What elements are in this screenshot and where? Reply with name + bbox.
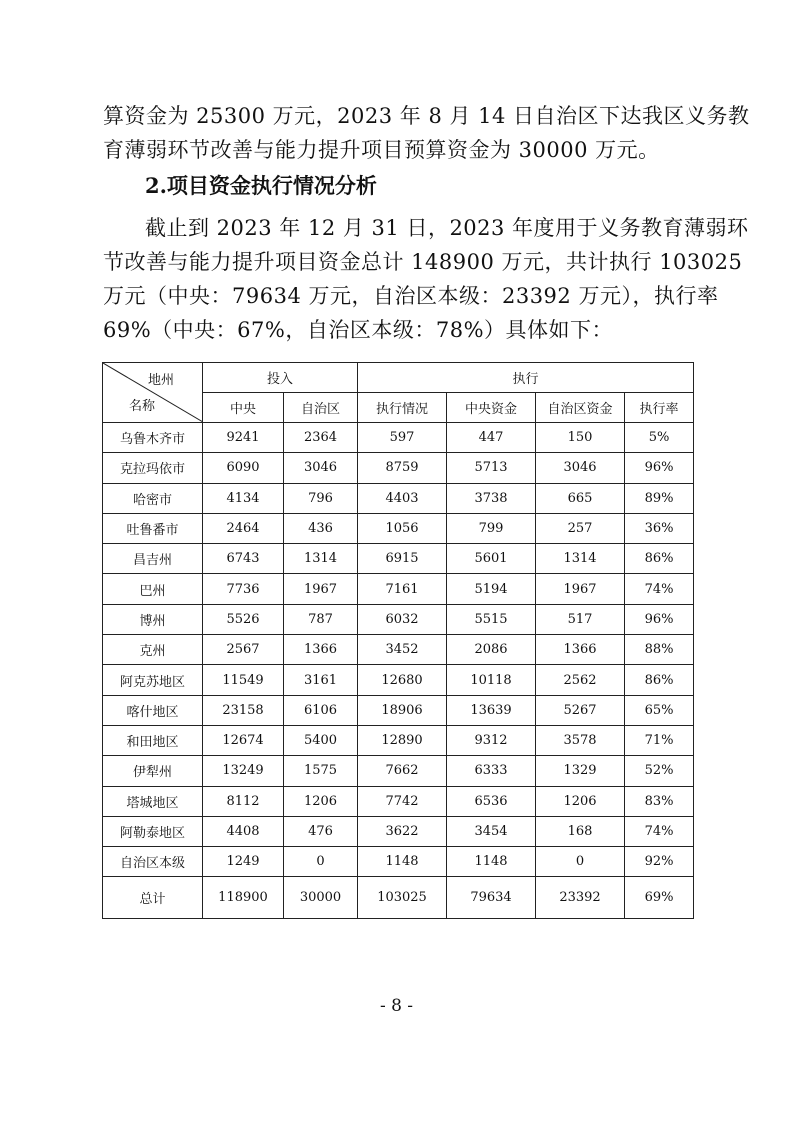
table-cell: 5400 (284, 725, 358, 755)
table-row (103, 695, 694, 725)
table-cell: 9241 (203, 423, 284, 453)
table-cell: 7161 (358, 574, 447, 604)
table-row (103, 604, 694, 634)
table-row (103, 756, 694, 786)
table-cell: 86% (625, 544, 694, 574)
table-cell: 796 (284, 483, 358, 513)
table-cell: 7662 (358, 756, 447, 786)
table-cell: 3578 (536, 725, 625, 755)
table-cell: 5601 (447, 544, 536, 574)
table-cell: 6032 (358, 604, 447, 634)
table-cell: 79634 (447, 877, 536, 919)
header-cell: 自治区资金 (536, 393, 625, 423)
page-number: - 8 - (379, 996, 414, 1016)
table-cell: 89% (625, 483, 694, 513)
region-name: 自治区本级 (103, 847, 203, 877)
corner-bottom-label: 名称 (129, 399, 156, 414)
table-cell: 1056 (358, 513, 447, 543)
table-cell: 799 (447, 513, 536, 543)
table-cell: 1249 (203, 847, 284, 877)
region-name: 塔城地区 (103, 786, 203, 816)
table-cell: 0 (284, 847, 358, 877)
table-cell: 5% (625, 423, 694, 453)
table-row (103, 635, 694, 665)
table-cell: 5267 (536, 695, 625, 725)
table-cell: 12890 (358, 725, 447, 755)
region-name: 克州 (103, 635, 203, 665)
paragraph-line: 育薄弱环节改善与能力提升项目预算资金为 30000 万元。 (103, 138, 660, 162)
table-cell: 1967 (284, 574, 358, 604)
header-cell: 自治区 (284, 393, 358, 423)
table-cell: 36% (625, 513, 694, 543)
paragraph-line: 截止到 2023 年 12 月 31 日，2023 年度用于义务教育薄弱环 (145, 216, 749, 240)
table-cell: 2567 (203, 635, 284, 665)
table-cell: 18906 (358, 695, 447, 725)
table-cell: 8112 (203, 786, 284, 816)
table-total-row (103, 877, 694, 919)
table-cell: 3046 (284, 453, 358, 483)
table-cell: 1314 (536, 544, 625, 574)
header-cell: 执行率 (625, 393, 694, 423)
table-cell: 1967 (536, 574, 625, 604)
table-cell: 13639 (447, 695, 536, 725)
table-cell: 2364 (284, 423, 358, 453)
table-cell: 7742 (358, 786, 447, 816)
table-row (103, 847, 694, 877)
funding-execution-table (102, 362, 694, 919)
table-row (103, 816, 694, 846)
table-cell: 12680 (358, 665, 447, 695)
table-cell: 5194 (447, 574, 536, 604)
table-cell: 1329 (536, 756, 625, 786)
table-cell: 30000 (284, 877, 358, 919)
paragraph-line: 万元（中央：79634 万元，自治区本级：23392 万元），执行率 (103, 284, 719, 308)
region-name: 和田地区 (103, 725, 203, 755)
table-row (103, 786, 694, 816)
table-cell: 13249 (203, 756, 284, 786)
table-cell: 1206 (284, 786, 358, 816)
table-row (103, 544, 694, 574)
table-cell: 665 (536, 483, 625, 513)
table-cell: 69% (625, 877, 694, 919)
table-cell: 5526 (203, 604, 284, 634)
table-cell: 257 (536, 513, 625, 543)
table-cell: 92% (625, 847, 694, 877)
region-name: 博州 (103, 604, 203, 634)
table-cell: 3452 (358, 635, 447, 665)
table-cell: 2464 (203, 513, 284, 543)
header-cell: 中央 (203, 393, 284, 423)
table-cell: 3622 (358, 816, 447, 846)
table-cell: 9312 (447, 725, 536, 755)
table-cell: 1148 (447, 847, 536, 877)
table-cell: 168 (536, 816, 625, 846)
region-name: 哈密市 (103, 483, 203, 513)
table-cell: 118900 (203, 877, 284, 919)
table-cell: 6915 (358, 544, 447, 574)
table-cell: 12674 (203, 725, 284, 755)
table-cell: 88% (625, 635, 694, 665)
table-cell: 150 (536, 423, 625, 453)
table-cell: 65% (625, 695, 694, 725)
section-heading: 2.项目资金执行情况分析 (145, 173, 377, 198)
region-name: 伊犁州 (103, 756, 203, 786)
table-cell: 96% (625, 453, 694, 483)
table-cell: 7736 (203, 574, 284, 604)
table-cell: 1206 (536, 786, 625, 816)
table-cell: 1148 (358, 847, 447, 877)
table-cell: 74% (625, 816, 694, 846)
table-row (103, 725, 694, 755)
table-cell: 3738 (447, 483, 536, 513)
header-group-invest: 投入 (203, 363, 358, 393)
paragraph-line: 节改善与能力提升项目资金总计 148900 万元，共计执行 103025 (103, 250, 743, 274)
table-cell: 787 (284, 604, 358, 634)
corner-top-label: 地州 (147, 373, 174, 388)
table-cell: 10118 (447, 665, 536, 695)
region-name: 昌吉州 (103, 544, 203, 574)
table-cell: 5515 (447, 604, 536, 634)
table-cell: 8759 (358, 453, 447, 483)
region-name: 阿克苏地区 (103, 665, 203, 695)
table-cell: 23158 (203, 695, 284, 725)
table-header-row (103, 363, 694, 393)
region-name: 喀什地区 (103, 695, 203, 725)
table-cell: 2086 (447, 635, 536, 665)
table-cell: 3161 (284, 665, 358, 695)
table-row (103, 513, 694, 543)
table-cell: 447 (447, 423, 536, 453)
table-row (103, 423, 694, 453)
table-cell: 52% (625, 756, 694, 786)
table-row (103, 453, 694, 483)
table-cell: 1575 (284, 756, 358, 786)
table-row (103, 483, 694, 513)
table-cell: 103025 (358, 877, 447, 919)
table-cell: 6333 (447, 756, 536, 786)
header-group-exec: 执行 (358, 363, 694, 393)
table-cell: 4134 (203, 483, 284, 513)
table-cell: 6090 (203, 453, 284, 483)
paragraph-execution-summary (103, 211, 749, 347)
paragraph-line: 69%（中央：67%，自治区本级：78%）具体如下： (103, 318, 614, 342)
table-cell: 1366 (284, 635, 358, 665)
table-cell: 4403 (358, 483, 447, 513)
table-cell: 476 (284, 816, 358, 846)
table-cell: 6106 (284, 695, 358, 725)
table-cell: 517 (536, 604, 625, 634)
table-cell: 5713 (447, 453, 536, 483)
region-name: 克拉玛依市 (103, 453, 203, 483)
region-name: 吐鲁番市 (103, 513, 203, 543)
table-cell: 3046 (536, 453, 625, 483)
paragraph-line: 算资金为 25300 万元，2023 年 8 月 14 日自治区下达我区义务教 (103, 104, 750, 128)
table-cell: 3454 (447, 816, 536, 846)
table-row (103, 665, 694, 695)
table-cell: 0 (536, 847, 625, 877)
table-corner-header (103, 363, 203, 423)
table-cell: 6743 (203, 544, 284, 574)
table-cell: 6536 (447, 786, 536, 816)
table-cell: 2562 (536, 665, 625, 695)
table-cell: 86% (625, 665, 694, 695)
region-name: 乌鲁木齐市 (103, 423, 203, 453)
table-cell: 23392 (536, 877, 625, 919)
total-label: 总计 (103, 877, 203, 919)
table-row (103, 574, 694, 604)
table-cell: 74% (625, 574, 694, 604)
table-cell: 597 (358, 423, 447, 453)
table-cell: 96% (625, 604, 694, 634)
table-cell: 71% (625, 725, 694, 755)
table-cell: 4408 (203, 816, 284, 846)
region-name: 巴州 (103, 574, 203, 604)
table-cell: 83% (625, 786, 694, 816)
paragraph-funding-intro (103, 99, 750, 167)
header-cell: 中央资金 (447, 393, 536, 423)
table-cell: 11549 (203, 665, 284, 695)
region-name: 阿勒泰地区 (103, 816, 203, 846)
table-cell: 436 (284, 513, 358, 543)
table-cell: 1366 (536, 635, 625, 665)
header-cell: 执行情况 (358, 393, 447, 423)
table-cell: 1314 (284, 544, 358, 574)
